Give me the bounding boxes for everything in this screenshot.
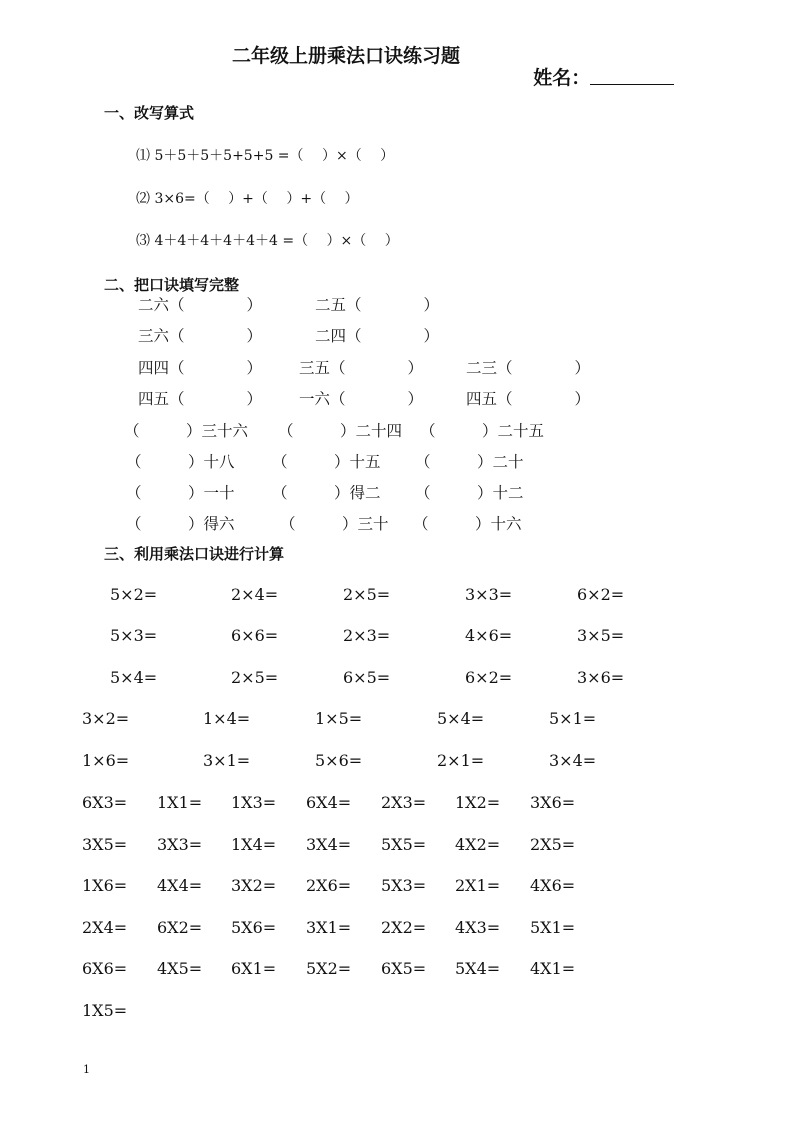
calc-problem: 6X5= xyxy=(381,959,427,978)
calc-problem: 2X1= xyxy=(455,876,501,895)
rewrite-item: ⑵ 3×6=（ ）+（ ）+（ ） xyxy=(136,191,359,207)
section-heading-rewrite: 一、改写算式 xyxy=(104,104,195,122)
rhyme-blank: （ ）十八 xyxy=(126,453,235,471)
name-blank-line xyxy=(590,66,674,85)
rhyme-blank: （ ）十六 xyxy=(413,515,522,533)
rhyme-blank: 二五（ ） xyxy=(315,296,440,314)
calc-problem: 5×6= xyxy=(315,751,363,770)
calc-problem: 3X6= xyxy=(530,793,576,812)
rhyme-blank: （ ）二十 xyxy=(415,453,524,471)
calc-problem: 4X3= xyxy=(455,918,501,937)
calc-problem: 6X4= xyxy=(306,793,352,812)
calc-problem: 3×1= xyxy=(203,751,251,770)
calc-problem: 5X1= xyxy=(530,918,576,937)
name-label: 姓名： xyxy=(533,67,591,89)
calc-problem: 4X1= xyxy=(530,959,576,978)
calc-problem: 6X1= xyxy=(231,959,277,978)
calc-problem: 5X2= xyxy=(306,959,352,978)
calc-problem: 1X6= xyxy=(82,876,128,895)
rhyme-blank: 三五（ ） xyxy=(299,359,424,377)
calc-problem: 1X4= xyxy=(231,835,277,854)
rhyme-blank: （ ）二十五 xyxy=(420,422,545,440)
page-number: 1 xyxy=(83,1063,90,1076)
calc-problem: 1X1= xyxy=(157,793,203,812)
calc-problem: 1X5= xyxy=(82,1001,128,1020)
calc-problem: 3X1= xyxy=(306,918,352,937)
calc-problem: 2×3= xyxy=(343,626,391,645)
calc-problem: 5×1= xyxy=(549,709,597,728)
rhyme-blank: 二六（ ） xyxy=(138,296,263,314)
calc-problem: 3×6= xyxy=(577,668,625,687)
calc-problem: 4X6= xyxy=(530,876,576,895)
rhyme-blank: （ ）三十 xyxy=(280,515,389,533)
calc-problem: 4X4= xyxy=(157,876,203,895)
calc-problem: 5×4= xyxy=(437,709,485,728)
calc-problem: 1×5= xyxy=(315,709,363,728)
calc-problem: 4X2= xyxy=(455,835,501,854)
rhyme-blank: （ ）得二 xyxy=(272,484,381,502)
rhyme-blank: （ ）三十六 xyxy=(124,422,249,440)
calc-problem: 5X6= xyxy=(231,918,277,937)
calc-problem: 3×3= xyxy=(465,585,513,604)
rhyme-blank: （ ）得六 xyxy=(126,515,235,533)
calc-problem: 2×4= xyxy=(231,585,279,604)
calc-problem: 6×2= xyxy=(577,585,625,604)
calc-problem: 5X4= xyxy=(455,959,501,978)
section-heading-calculate: 三、利用乘法口诀进行计算 xyxy=(104,545,285,563)
rhyme-blank: （ ）二十四 xyxy=(278,422,403,440)
calc-problem: 3X3= xyxy=(157,835,203,854)
rhyme-blank: 二四（ ） xyxy=(315,327,440,345)
section-heading-fill-rhymes: 二、把口诀填写完整 xyxy=(104,276,240,294)
calc-problem: 2X2= xyxy=(381,918,427,937)
calc-problem: 3X2= xyxy=(231,876,277,895)
rhyme-blank: 三六（ ） xyxy=(138,327,263,345)
rhyme-blank: 四四（ ） xyxy=(138,359,263,377)
calc-problem: 1×4= xyxy=(203,709,251,728)
rhyme-blank: 一六（ ） xyxy=(299,390,424,408)
rewrite-item: ⑶ 4＋4＋4＋4＋4＋4 =（ ）×（ ） xyxy=(136,233,399,249)
calc-problem: 5×3= xyxy=(110,626,158,645)
name-field xyxy=(520,41,674,90)
rhyme-blank: （ ）十二 xyxy=(415,484,524,502)
calc-problem: 1×6= xyxy=(82,751,130,770)
calc-problem: 6X3= xyxy=(82,793,128,812)
calc-problem: 6×5= xyxy=(343,668,391,687)
calc-problem: 5X3= xyxy=(381,876,427,895)
page-title: 二年级上册乘法口诀练习题 xyxy=(232,45,461,67)
calc-problem: 5×2= xyxy=(110,585,158,604)
calc-problem: 6×6= xyxy=(231,626,279,645)
rhyme-blank: 四五（ ） xyxy=(138,390,263,408)
calc-problem: 1X2= xyxy=(455,793,501,812)
calc-problem: 2×1= xyxy=(437,751,485,770)
rewrite-item: ⑴ 5＋5＋5＋5+5+5 =（ ）×（ ） xyxy=(136,148,395,164)
calc-problem: 3×4= xyxy=(549,751,597,770)
calc-problem: 6×2= xyxy=(465,668,513,687)
calc-problem: 2X5= xyxy=(530,835,576,854)
calc-problem: 6X2= xyxy=(157,918,203,937)
calc-problem: 3X5= xyxy=(82,835,128,854)
calc-problem: 2×5= xyxy=(231,668,279,687)
rhyme-blank: 二三（ ） xyxy=(466,359,591,377)
calc-problem: 3×2= xyxy=(82,709,130,728)
rhyme-blank: （ ）十五 xyxy=(272,453,381,471)
calc-problem: 2X4= xyxy=(82,918,128,937)
calc-problem: 6X6= xyxy=(82,959,128,978)
calc-problem: 2×5= xyxy=(343,585,391,604)
calc-problem: 2X3= xyxy=(381,793,427,812)
calc-problem: 3×5= xyxy=(577,626,625,645)
rhyme-blank: （ ）一十 xyxy=(126,484,235,502)
calc-problem: 3X4= xyxy=(306,835,352,854)
calc-problem: 5×4= xyxy=(110,668,158,687)
rhyme-blank: 四五（ ） xyxy=(466,390,591,408)
calc-problem: 2X6= xyxy=(306,876,352,895)
calc-problem: 1X3= xyxy=(231,793,277,812)
calc-problem: 4×6= xyxy=(465,626,513,645)
calc-problem: 5X5= xyxy=(381,835,427,854)
calc-problem: 4X5= xyxy=(157,959,203,978)
